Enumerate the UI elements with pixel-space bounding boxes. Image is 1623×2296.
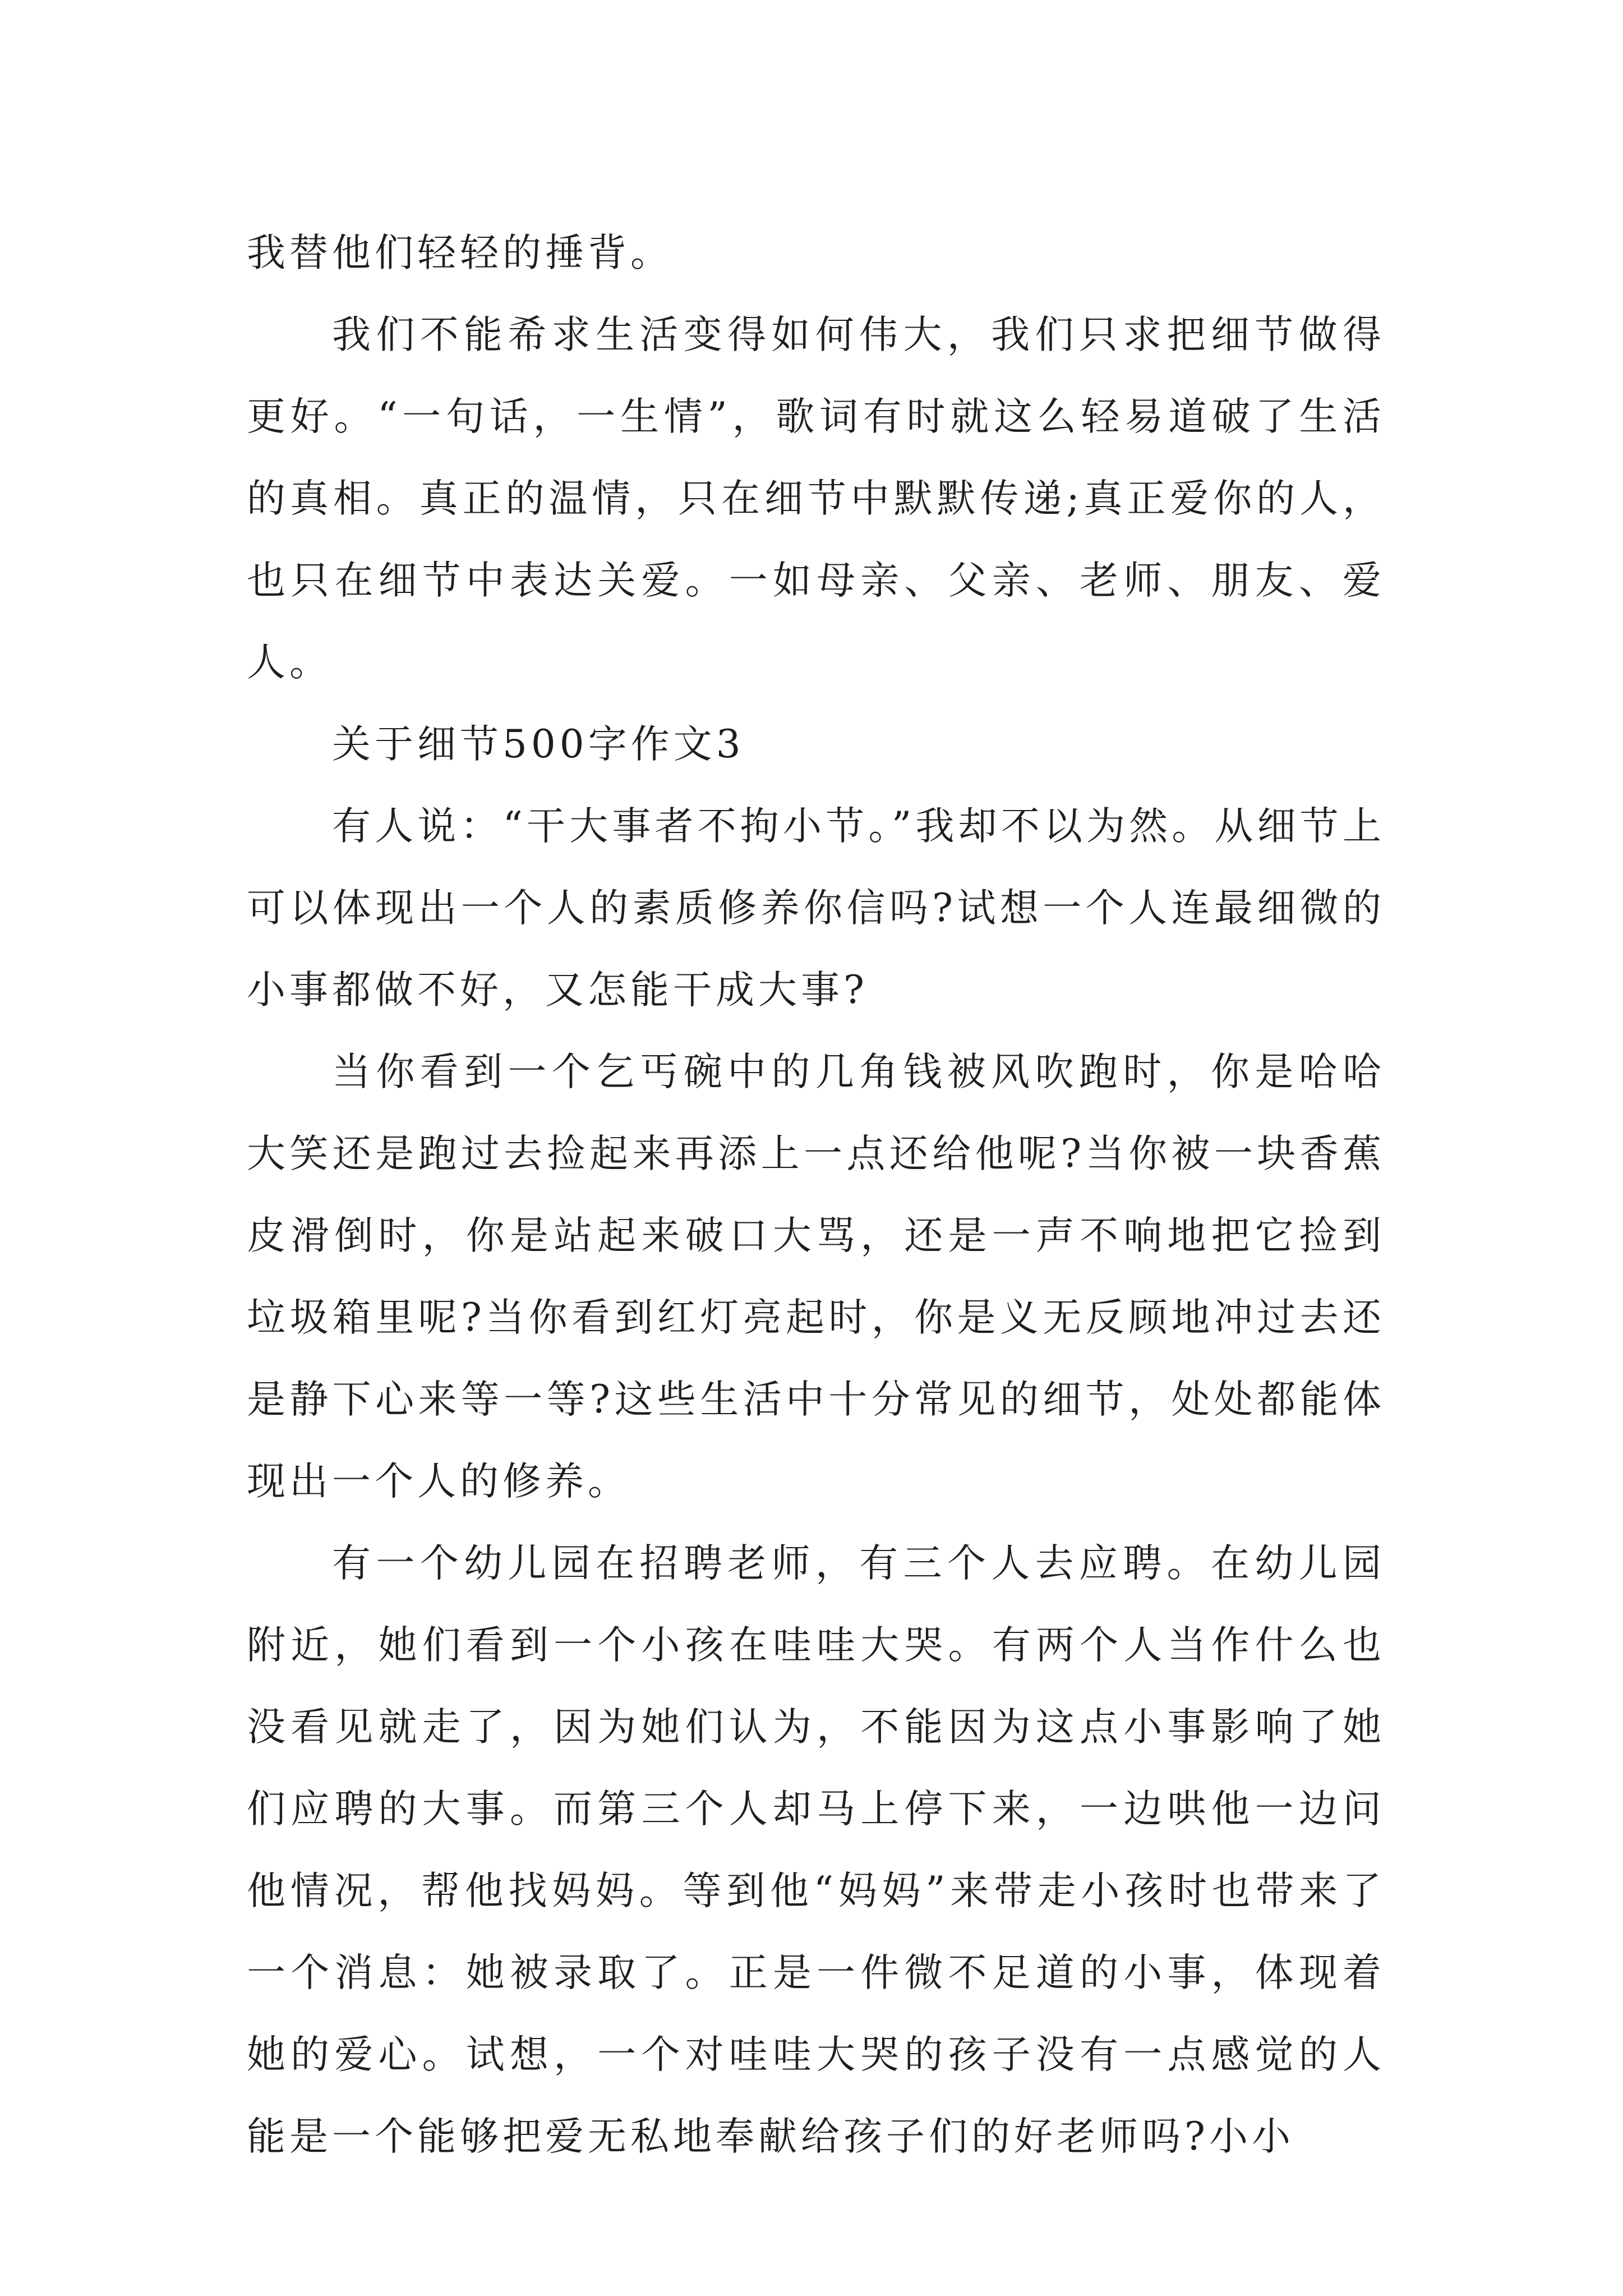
paragraph-details-love: 我们不能希求生活变得如何伟大，我们只求把细节做得更好。“一句话，一生情”，歌词有时就这么轻易道破了生活的真相。真正的温情，只在细节中默默传递;真正爱你的人，也只在细节中表达关爱。一如母亲、父亲、老师、朋友、爱人。 — [247, 312, 1385, 685]
paragraph-continuation: 我替他们轻轻的捶背。 — [247, 231, 673, 275]
paragraph-opening: 有人说：“干大事者不拘小节。”我却不以为然。从细节上可以体现出一个人的素质修养你信吗?试想一个人连最细微的小事都做不好，又怎能干成大事? — [247, 804, 1385, 1013]
essay-heading: 关于细节500字作文3 — [332, 722, 745, 767]
paragraph-examples: 当你看到一个乞丐碗中的几角钱被风吹跑时，你是哈哈大笑还是跑过去捡起来再添上一点还给他呢?当你被一块香蕉皮滑倒时，你是站起来破口大骂，还是一声不响地把它捡到垃圾箱里呢?当你看到红灯亮起时，你是义无反顾地冲过去还是静下心来等一等?这些生活中十分常见的细节，处处都能体现出一个人的修养。 — [247, 1050, 1385, 1504]
paragraph-kindergarten-story: 有一个幼儿园在招聘老师，有三个人去应聘。在幼儿园附近，她们看到一个小孩在哇哇大哭。有两个人当作什么也没看见就走了，因为她们认为，不能因为这点小事影响了她们应聘的大事。而第三个人却马上停下来，一边哄他一边问他情况，帮他找妈妈。等到他“妈妈”来带走小孩时也带来了一个消息：她被录取了。正是一件微不足道的小事，体现着她的爱心。试想，一个对哇哇大哭的孩子没有一点感觉的人能是一个能够把爱无私地奉献给孩子们的好老师吗?小小 — [247, 1541, 1385, 2159]
document-body — [247, 212, 1385, 2178]
